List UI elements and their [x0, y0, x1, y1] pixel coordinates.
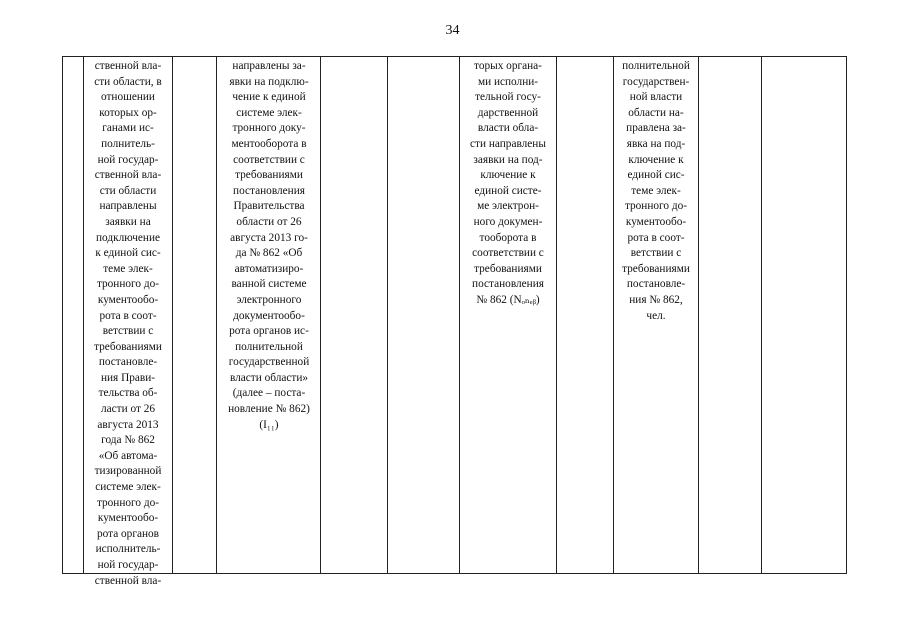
table-cell-calculation-unit: полнительной государствен- ной власти области на- правлена за- явка на под- ключение к единой сис- теме элек- тронного до- кументообо- рота в соот- ветствии с требованиями постановле- ния № 862, чел.: [622, 60, 690, 322]
column-divider: [459, 57, 460, 573]
table-cell-calculation-component: торых органа- ми исполни- тельной госу- дарственной власти обла- сти направлены заявки на под- ключение к единой систе- ме электрон- ного докумен- тооборота в соответствии с требованиями постановления № 862 (Nₒₙₑᵦ): [470, 60, 546, 306]
column-divider: [320, 57, 321, 573]
table-cell-indicator-definition: направлены за- явки на подклю- чение к единой системе элек- тронного доку- ментооборота в соответствии с требованиями постановления Правительства области от 26 августа 2013 го- да № 862 «Об автоматизиро- ванной системе электронного документообо- рота органов ис- полнительной государственной власти области» (далее – поста- новление № 862) (I₁₁): [228, 60, 310, 431]
column-divider: [613, 57, 614, 573]
column-divider: [62, 57, 63, 573]
column-divider: [761, 57, 762, 573]
column-divider: [698, 57, 699, 573]
data-table: [62, 56, 847, 587]
column-divider: [846, 57, 847, 573]
column-divider: [556, 57, 557, 573]
page-number: 34: [445, 23, 460, 38]
column-divider: [172, 57, 173, 573]
table-cell-indicator-description: ственной вла- сти области, в отношении которых ор- ганами ис- полнитель- ной государ- ственной вла- сти области направлены заявки на подключение к единой сис- теме элек- тронного до- кументообо- рота в соот- ветствии с требованиями постановле- ния Прави- тельства об- ласти от 26 августа 2013 года № 862 «Об автома- тизированной системе элек- тронного до- кументообо- рота органов исполнитель- ной государ- ственной вла-: [94, 60, 162, 587]
column-divider: [216, 57, 217, 573]
column-divider: [387, 57, 388, 573]
